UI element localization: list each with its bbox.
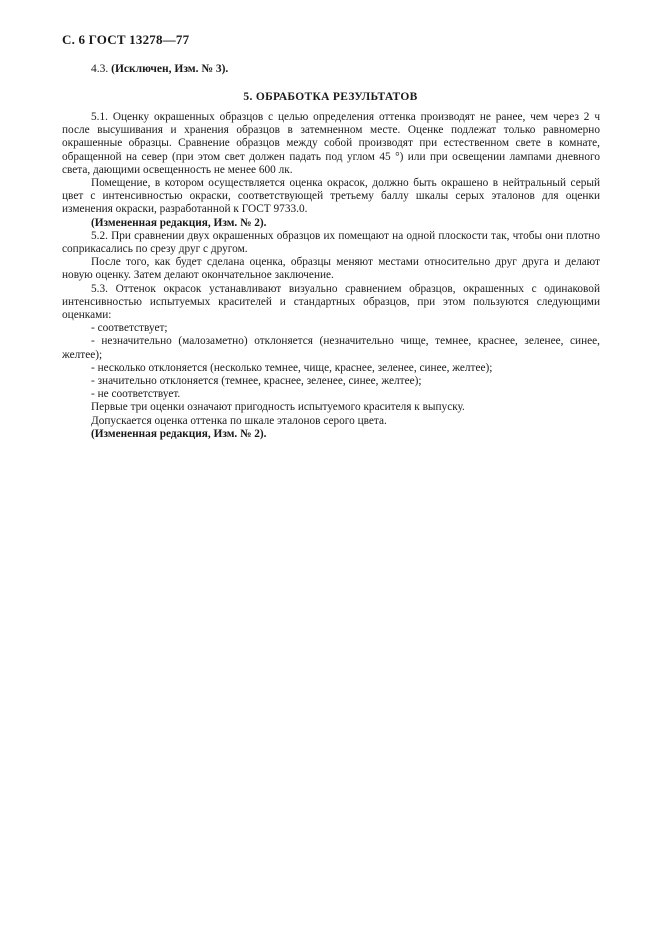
list-item: - значительно отклоняется (темнее, краснее, зеленее, синее, желтее); — [91, 375, 422, 388]
amendment-note: (Измененная редакция, Изм. № 2). — [91, 216, 267, 229]
item-4-3-text: (Исключен, Изм. № 3). — [111, 63, 229, 75]
paragraph-room: Помещение, в котором осуществляется оценка окрасок, должно быть окрашено в нейтральный серый цвет с интенсивностью окраски, соответствующей третьему баллу шкалы серых эталонов для оценки изменения окраски, разработанной к ГОСТ 9733.0. — [62, 177, 600, 216]
paragraph-first-three: Первые три оценки означают пригодность испытуемого красителя к выпуску. — [91, 401, 465, 414]
paragraph-swap: После того, как будет сделана оценка, образцы меняют местами относительно друг друга и делают новую оценку. Затем делают окончательное заключение. — [62, 256, 600, 282]
list-item: - не соответствует. — [91, 388, 181, 401]
section-body — [62, 111, 600, 441]
paragraph-grey-scale: Допускается оценка оттенка по шкале эталонов серого цвета. — [91, 414, 387, 427]
page-header: С. 6 ГОСТ 13278—77 — [62, 32, 190, 47]
list-item: - несколько отклоняется (несколько темнее, чище, краснее, зеленее, синее, желтее); — [91, 361, 493, 374]
list-item: - незначительно (малозаметно) отклоняется (незначительно чище, темнее, краснее, зеленее, синее, желтее); — [62, 335, 600, 361]
item-4-3 — [91, 63, 228, 75]
list-item: - соответствует; — [91, 322, 168, 335]
section-title: 5. ОБРАБОТКА РЕЗУЛЬТАТОВ — [243, 91, 418, 103]
paragraph-5-2: 5.2. При сравнении двух окрашенных образцов их помещают на одной плоскости так, чтобы они плотно соприкасались по срезу друг с другом. — [62, 229, 600, 256]
paragraph-5-3: 5.3. Оттенок окрасок устанавливают визуально сравнением образцов, окрашенных с одинаковой интенсивностью испытуемых красителей и стандартных образцов, при этом пользуются следующими оценками: — [62, 282, 600, 322]
amendment-note: (Измененная редакция, Изм. № 2). — [91, 427, 267, 440]
item-4-3-number: 4.3. — [91, 63, 109, 75]
paragraph-5-1: 5.1. Оценку окрашенных образцов с целью определения оттенка производят не ранее, чем через 2 ч после высушивания и хранения образцов в затемненном месте. Оценке подлежат только равномерно окрашенные образцы. Сравнение образцов между собой производят при естественном свете в комнате, обращенной на север (при этом свет должен падать под углом 45 °) или при освещении лампами дневного света, дающими освещенность не менее 600 лк. — [62, 111, 600, 176]
